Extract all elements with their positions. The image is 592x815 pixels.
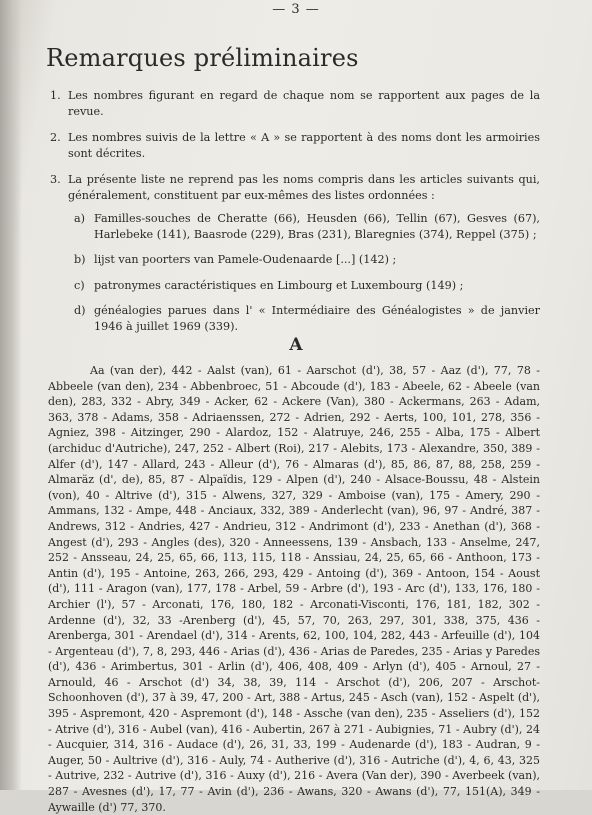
sub-item-text: Familles-souches de Cheratte (66), Heusden (66), Tellin (67), Gesves (67), Harlebeke (141), Baasrode (229), Bras (231), Blaregnies (374), Reppel (375) ; [94,212,540,241]
page-number: — 3 — [272,2,320,17]
remark-item [50,88,540,119]
sub-item-letter: d) [74,304,86,317]
remark-text: La présente liste ne reprend pas les noms compris dans les articles suivants qui, généralement, constituent par eux-mêmes des listes ordonnées : [68,173,540,202]
name-index-paragraph: Aa (van der), 442 - Aalst (van), 61 - Aarschot (d'), 38, 57 - Aaz (d'), 77, 78 - Abbeele (van den), 234 - Abbenbroec, 51 - Abcoude (d'), 183 - Abeele, 62 - Abeele (van den), 283, 332 - Abry, 349 - Acker, 62 - Ackere (Van), 380 - Ackermans, 263 - Adam, 363, 378 - Adams, 358 - Adriaenssen, 272 - Adrien, 292 - Aerts, 100, 101, 278, 356 - Agniez, 398 - Aitzinger, 290 - Alardoz, 152 - Alatruye, 246, 255 - Alba, 175 - Albert (archiduc d'Autriche), 247, 252 - Albert (Roi), 217 - Alebits, 173 - Alexandre, 350, 389 - Alfer (d'), 147 - Allard, 243 - Alleur (d'), 76 - Almaras (d'), 85, 86, 87, 88, 258, 259 - Almaräz (d', de), 85, 87 - Alpaïdis, 129 - Alpen (d'), 240 - Alsace-Boussu, 48 - Alstein (von), 40 - Altrive (d'), 315 - Alwens, 327, 329 - Amboise (van), 175 - Amery, 290 - Ammans, 132 - Ampe, 448 - Anciaux, 332, 389 - Anderlecht (van), 96, 97 - André, 387 - Andrews, 312 - Andries, 427 - Andrieu, 312 - Andrimont (d'), 233 - Anethan (d'), 368 - Angest (d'), 293 - Angles (des), 320 - Anneessens, 139 - Ansbach, 133 - Anselme, 247, 252 - Ansseau, 24, 25, 65, 66, 113, 115, 118 - Anssiau, 24, 25, 65, 66 - Anthoon, 173 - Antin (d'), 195 - Antoine, 263, 266, 293, 429 - Antoing (d'), 369 - Antoon, 154 - Aoust (d'), 111 - Aragon (van), 177, 178 - Arbel, 59 - Arbre (d'), 193 - Arc (d'), 133, 176, 180 - Archier (l'), 57 - Arconati, 176, 180, 182 - Arconati-Visconti, 176, 181, 182, 302 - Ardenne (d'), 32, 33 -Arenberg (d'), 45, 57, 70, 263, 297, 301, 338, 375, 436 - Arenberga, 301 - Arendael (d'), 314 - Arents, 62, 100, 104, 282, 443 - Arfeuille (d'), 104 - Argenteau (d'), 7, 8, 293, 446 - Arias (d'), 436 - Arias de Paredes, 235 - Arias y Paredes (d'), 436 - Arimbertus, 301 - Arlin (d'), 406, 408, 409 - Arlyn (d'), 405 - Arnoul, 27 - Arnould, 46 - Arschot (d') 34, 38, 39, 114 - Arschot (d'), 206, 207 - Arschot-Schoonhoven (d'), 37 à 39, 47, 200 - Art, 388 - Artus, 245 - Asch (van), 152 - Aspelt (d'), 395 - Aspremont, 420 - Aspremont (d'), 148 - Assche (van den), 235 - Asseliers (d'), 152 - Atrive (d'), 316 - Aubel (van), 416 - Aubertin, 267 à 271 - Aubignies, 71 - Aubry (d'), 24 - Aucquier, 314, 316 - Audace (d'), 26, 31, 33, 199 - Audenarde (d'), 183 - Audran, 9 - Auger, 50 - Aultrive (d'), 316 - Auly, 74 - Autherive (d'), 316 - Autriche (d'), 4, 6, 43, 325 - Autrive, 232 - Autrive (d'), 316 - Auxy (d'), 216 - Avera (Van der), 390 - Averbeek (van), 287 - Avesnes (d'), 17, 77 - Avin (d'), 236 - Awans, 320 - Awans (d'), 77, 151(A), 349 - Aywaille (d') 77, 370. [48,364,540,814]
section-title: Remarques préliminaires [46,44,359,72]
remark-number: 2. [50,131,61,144]
remark-item [50,130,540,161]
remark-number: 3. [50,173,61,186]
excluded-article-item [74,252,540,268]
sub-item-letter: c) [74,278,85,292]
excluded-article-item [74,211,540,242]
excluded-articles-list [68,211,540,334]
sub-item-text: lijst van poorters van Pamele-Oudenaarde [...] (142) ; [94,253,397,266]
remarks-list [50,88,540,345]
excluded-article-item [74,303,540,334]
book-gutter-shadow [0,0,22,790]
sub-item-text: généalogies parues dans l' « Intermédiaire des Généalogistes » de janvier 1946 à juillet 1969 (339). [94,304,540,333]
remark-number: 1. [50,89,61,102]
sub-item-letter: b) [74,253,86,266]
remark-text: Les nombres figurant en regard de chaque nom se rapportent aux pages de la revue. [68,89,540,118]
sub-item-letter: a) [74,212,86,225]
sub-item-text: patronymes caractéristiques en Limbourg et Luxembourg (149) ; [94,278,464,292]
index-section-letter: A [289,335,303,355]
remark-text: Les nombres suivis de la lettre « A » se rapportent à des noms dont les armoiries sont décrites. [68,131,540,160]
remark-item [50,172,540,334]
excluded-article-item [74,278,540,294]
